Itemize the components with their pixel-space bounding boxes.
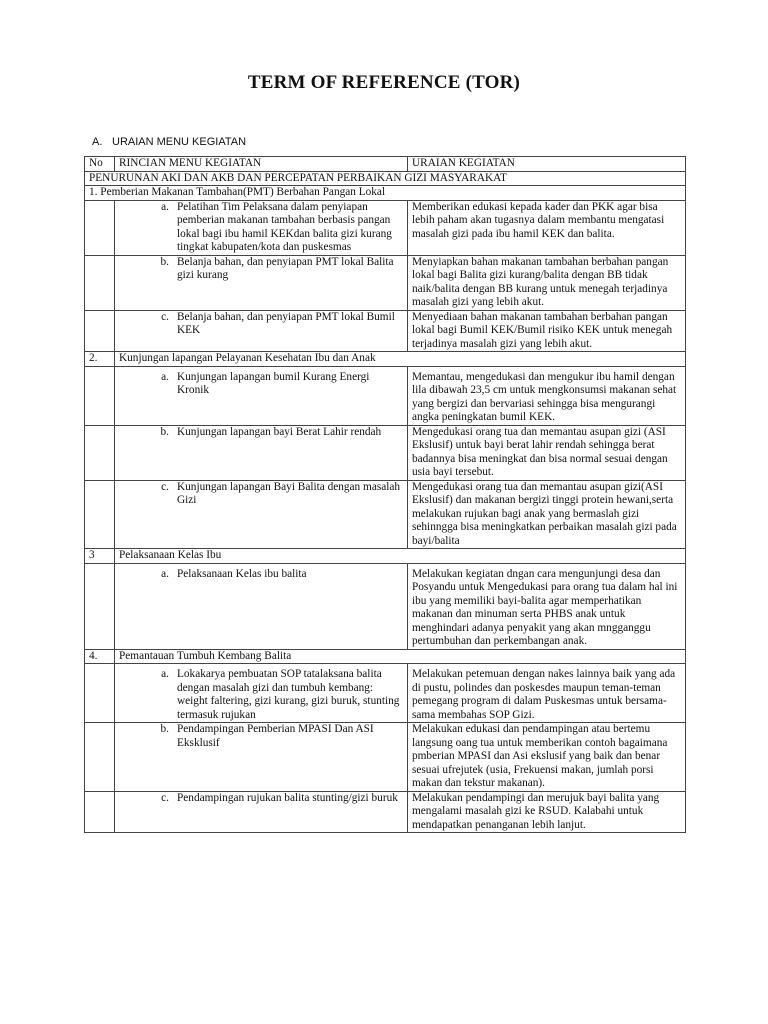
rincian-item <box>119 668 403 722</box>
rincian-text: Pelaksanaan Kelas ibu balita <box>177 567 307 580</box>
rincian-cell <box>115 366 408 425</box>
document-title: TERM OF REFERENCE (TOR) <box>247 72 521 93</box>
item-letter: a. <box>161 668 169 680</box>
table-row <box>85 723 686 792</box>
rincian-item <box>119 481 403 508</box>
uraian-cell: Melakukan pendampingi dan merujuk bayi balita yang mengalami masalah gizi ke RSUD. Kalabahi untuk mendapatkan penanganan lebih lanjut. <box>408 791 686 833</box>
table-row <box>85 791 686 833</box>
group-heading-row <box>85 649 686 664</box>
rincian-cell <box>115 255 408 310</box>
rincian-item <box>119 256 403 283</box>
rincian-cell <box>115 791 408 833</box>
rincian-item <box>119 568 403 582</box>
item-letter: a. <box>161 200 169 213</box>
rincian-item <box>119 371 403 398</box>
group-heading: 1. Pemberian Makanan Tambahan(PMT) Berbahan Pangan Lokal <box>85 186 686 201</box>
rincian-cell <box>115 664 408 723</box>
group-heading: Kunjungan lapangan Pelayanan Kesehatan Ibu dan Anak <box>115 352 686 367</box>
uraian-cell: Memantau, mengedukasi dan mengukur ibu hamil dengan lila dibawah 23,5 cm untuk mengkonsumsi makanan sehat yang bergizi dan bervariasi sehingga bisa mengurangi angka peningkatan bumil KEK. <box>408 366 686 425</box>
rincian-text: Belanja bahan, dan penyiapan PMT lokal Bumil KEK <box>177 310 395 336</box>
group-heading-row <box>85 352 686 367</box>
uraian-cell: Menyiapkan bahan makanan tambahan berbahan pangan lokal bagi Balita gizi kurang/balita dengan BB tidak naik/balita dengan BB kurang untuk menegah terjadinya masalah gizi yang lebih akut. <box>408 255 686 310</box>
table-banner: PENURUNAN AKI DAN AKB DAN PERCEPATAN PERBAIKAN GIZI MASYARAKAT <box>85 171 686 186</box>
rincian-item <box>119 723 403 750</box>
header-rincian: RINCIAN MENU KEGIATAN <box>115 157 408 172</box>
rincian-cell <box>115 480 408 549</box>
rincian-item <box>119 311 403 338</box>
item-letter: a. <box>161 370 169 383</box>
table-banner-row <box>85 171 686 186</box>
group-number: 4. <box>85 649 115 664</box>
item-letter: a. <box>161 567 169 580</box>
rincian-item <box>119 792 403 806</box>
rincian-item <box>119 426 403 440</box>
group-heading-row <box>85 186 686 201</box>
rincian-text: Pendampingan Pemberian MPASI Dan ASI Eksklusif <box>177 723 374 749</box>
section-letter: A. <box>92 136 103 148</box>
uraian-cell: Melakukan kegiatan dngan cara mengunjungi desa dan Posyandu untuk Mengedukasi para orang tua dalam hal ini ibu yang memiliki bayi-balita agar memperhatikan makanan dan minuman serta PHBS anak untuk menghindari adanya penyakit yang akan mngganggu pertumbuhan dan perkembangan anak. <box>408 563 686 649</box>
uraian-cell: Mengedukasi orang tua dan memantau asupan gizi (ASI Ekslusif) untuk bayi berat lahir rendah sehingga berat badannya bisa meningkat dan bisa normal sesuai dengan usia bayi tersebut. <box>408 425 686 480</box>
rincian-cell <box>115 425 408 480</box>
section-label: URAIAN MENU KEGIATAN <box>112 136 247 148</box>
rincian-item <box>119 201 403 255</box>
uraian-cell: Menyediaan bahan makanan tambahan berbahan pangan lokal bagi Bumil KEK/Bumil risiko KEK untuk menegah terjadinya masalah gizi yang lebih akut. <box>408 310 686 352</box>
header-no: No <box>85 157 115 172</box>
item-letter: b. <box>160 723 169 735</box>
rincian-cell <box>115 723 408 792</box>
rincian-text: Lokakarya pembuatan SOP tatalaksana balita dengan masalah gizi dan tumbuh kembang: weight faltering, gizi kurang, gizi buruk, stunting termasuk rujukan <box>177 668 400 721</box>
row-number-cell <box>85 480 115 549</box>
rincian-text: Kunjungan lapangan bayi Berat Lahir rendah <box>177 425 382 438</box>
row-number-cell <box>85 791 115 833</box>
rincian-cell <box>115 200 408 255</box>
item-letter: c. <box>161 310 169 323</box>
header-uraian: URAIAN KEGIATAN <box>408 157 686 172</box>
item-letter: b. <box>160 425 169 438</box>
uraian-cell: Mengedukasi orang tua dan memantau asupan gizi(ASI Ekslusif) dan makanan bergizi tinggi protein hewani,serta melakukan rujukan bagi anak yang bermaslah gizi sehinngga bisa meningkatkan perbaikan masalah gizi pada bayi/balita <box>408 480 686 549</box>
row-number-cell <box>85 200 115 255</box>
row-number-cell <box>85 366 115 425</box>
group-heading-row <box>85 549 686 564</box>
table-row <box>85 563 686 649</box>
table-row <box>85 480 686 549</box>
rincian-text: Belanja bahan, dan penyiapan PMT lokal Balita gizi kurang <box>177 255 394 281</box>
item-letter: c. <box>161 480 169 493</box>
row-number-cell <box>85 723 115 792</box>
table-row <box>85 425 686 480</box>
group-number: 3 <box>85 549 115 564</box>
rincian-text: Kunjungan lapangan Bayi Balita dengan masalah Gizi <box>177 480 401 506</box>
row-number-cell <box>85 310 115 352</box>
uraian-cell: Memberikan edukasi kepada kader dan PKK agar bisa lebih paham akan tugasnya dalam membantu mengatasi masalah gizi pada ibu hamil KEK dan balita. <box>408 200 686 255</box>
table-header-row <box>85 157 686 172</box>
section-heading <box>92 136 246 148</box>
table-row <box>85 255 686 310</box>
activity-table <box>84 156 686 833</box>
row-number-cell <box>85 255 115 310</box>
table-row <box>85 366 686 425</box>
rincian-cell <box>115 310 408 352</box>
table-row <box>85 200 686 255</box>
group-heading: Pemantauan Tumbuh Kembang Balita <box>115 649 686 664</box>
row-number-cell <box>85 563 115 649</box>
table-row <box>85 310 686 352</box>
row-number-cell <box>85 425 115 480</box>
group-number: 2. <box>85 352 115 367</box>
uraian-cell: Melakukan petemuan dengan nakes lainnya baik yang ada di pustu, polindes dan poskesdes maupun teman-teman pemegang program di dalam Puskesmas untuk bersama-sama membahas SOP Gizi. <box>408 664 686 723</box>
rincian-text: Kunjungan lapangan bumil Kurang Energi Kronik <box>177 370 370 396</box>
item-letter: c. <box>161 791 169 804</box>
uraian-cell: Melakukan edukasi dan pendampingan atau bertemu langsung oang tua untuk memberikan contoh bagaimana pmberian MPASI dan Asi ekslusif yang baik dan benar sesuai ufrejutek (usia, Frekuensi makan, jumlah porsi makan dan tekstur makanan). <box>408 723 686 792</box>
item-letter: b. <box>160 255 169 268</box>
row-number-cell <box>85 664 115 723</box>
rincian-cell <box>115 563 408 649</box>
group-heading: Pelaksanaan Kelas Ibu <box>115 549 686 564</box>
rincian-text: Pendampingan rujukan balita stunting/gizi buruk <box>177 791 398 804</box>
rincian-text: Pelatihan Tim Pelaksana dalam penyiapan pemberian makanan tambahan berbasis pangan lokal bagi ibu hamil KEKdan balita gizi kurang tingkat kabupaten/kota dan puskesmas <box>177 200 392 253</box>
table-row <box>85 664 686 723</box>
